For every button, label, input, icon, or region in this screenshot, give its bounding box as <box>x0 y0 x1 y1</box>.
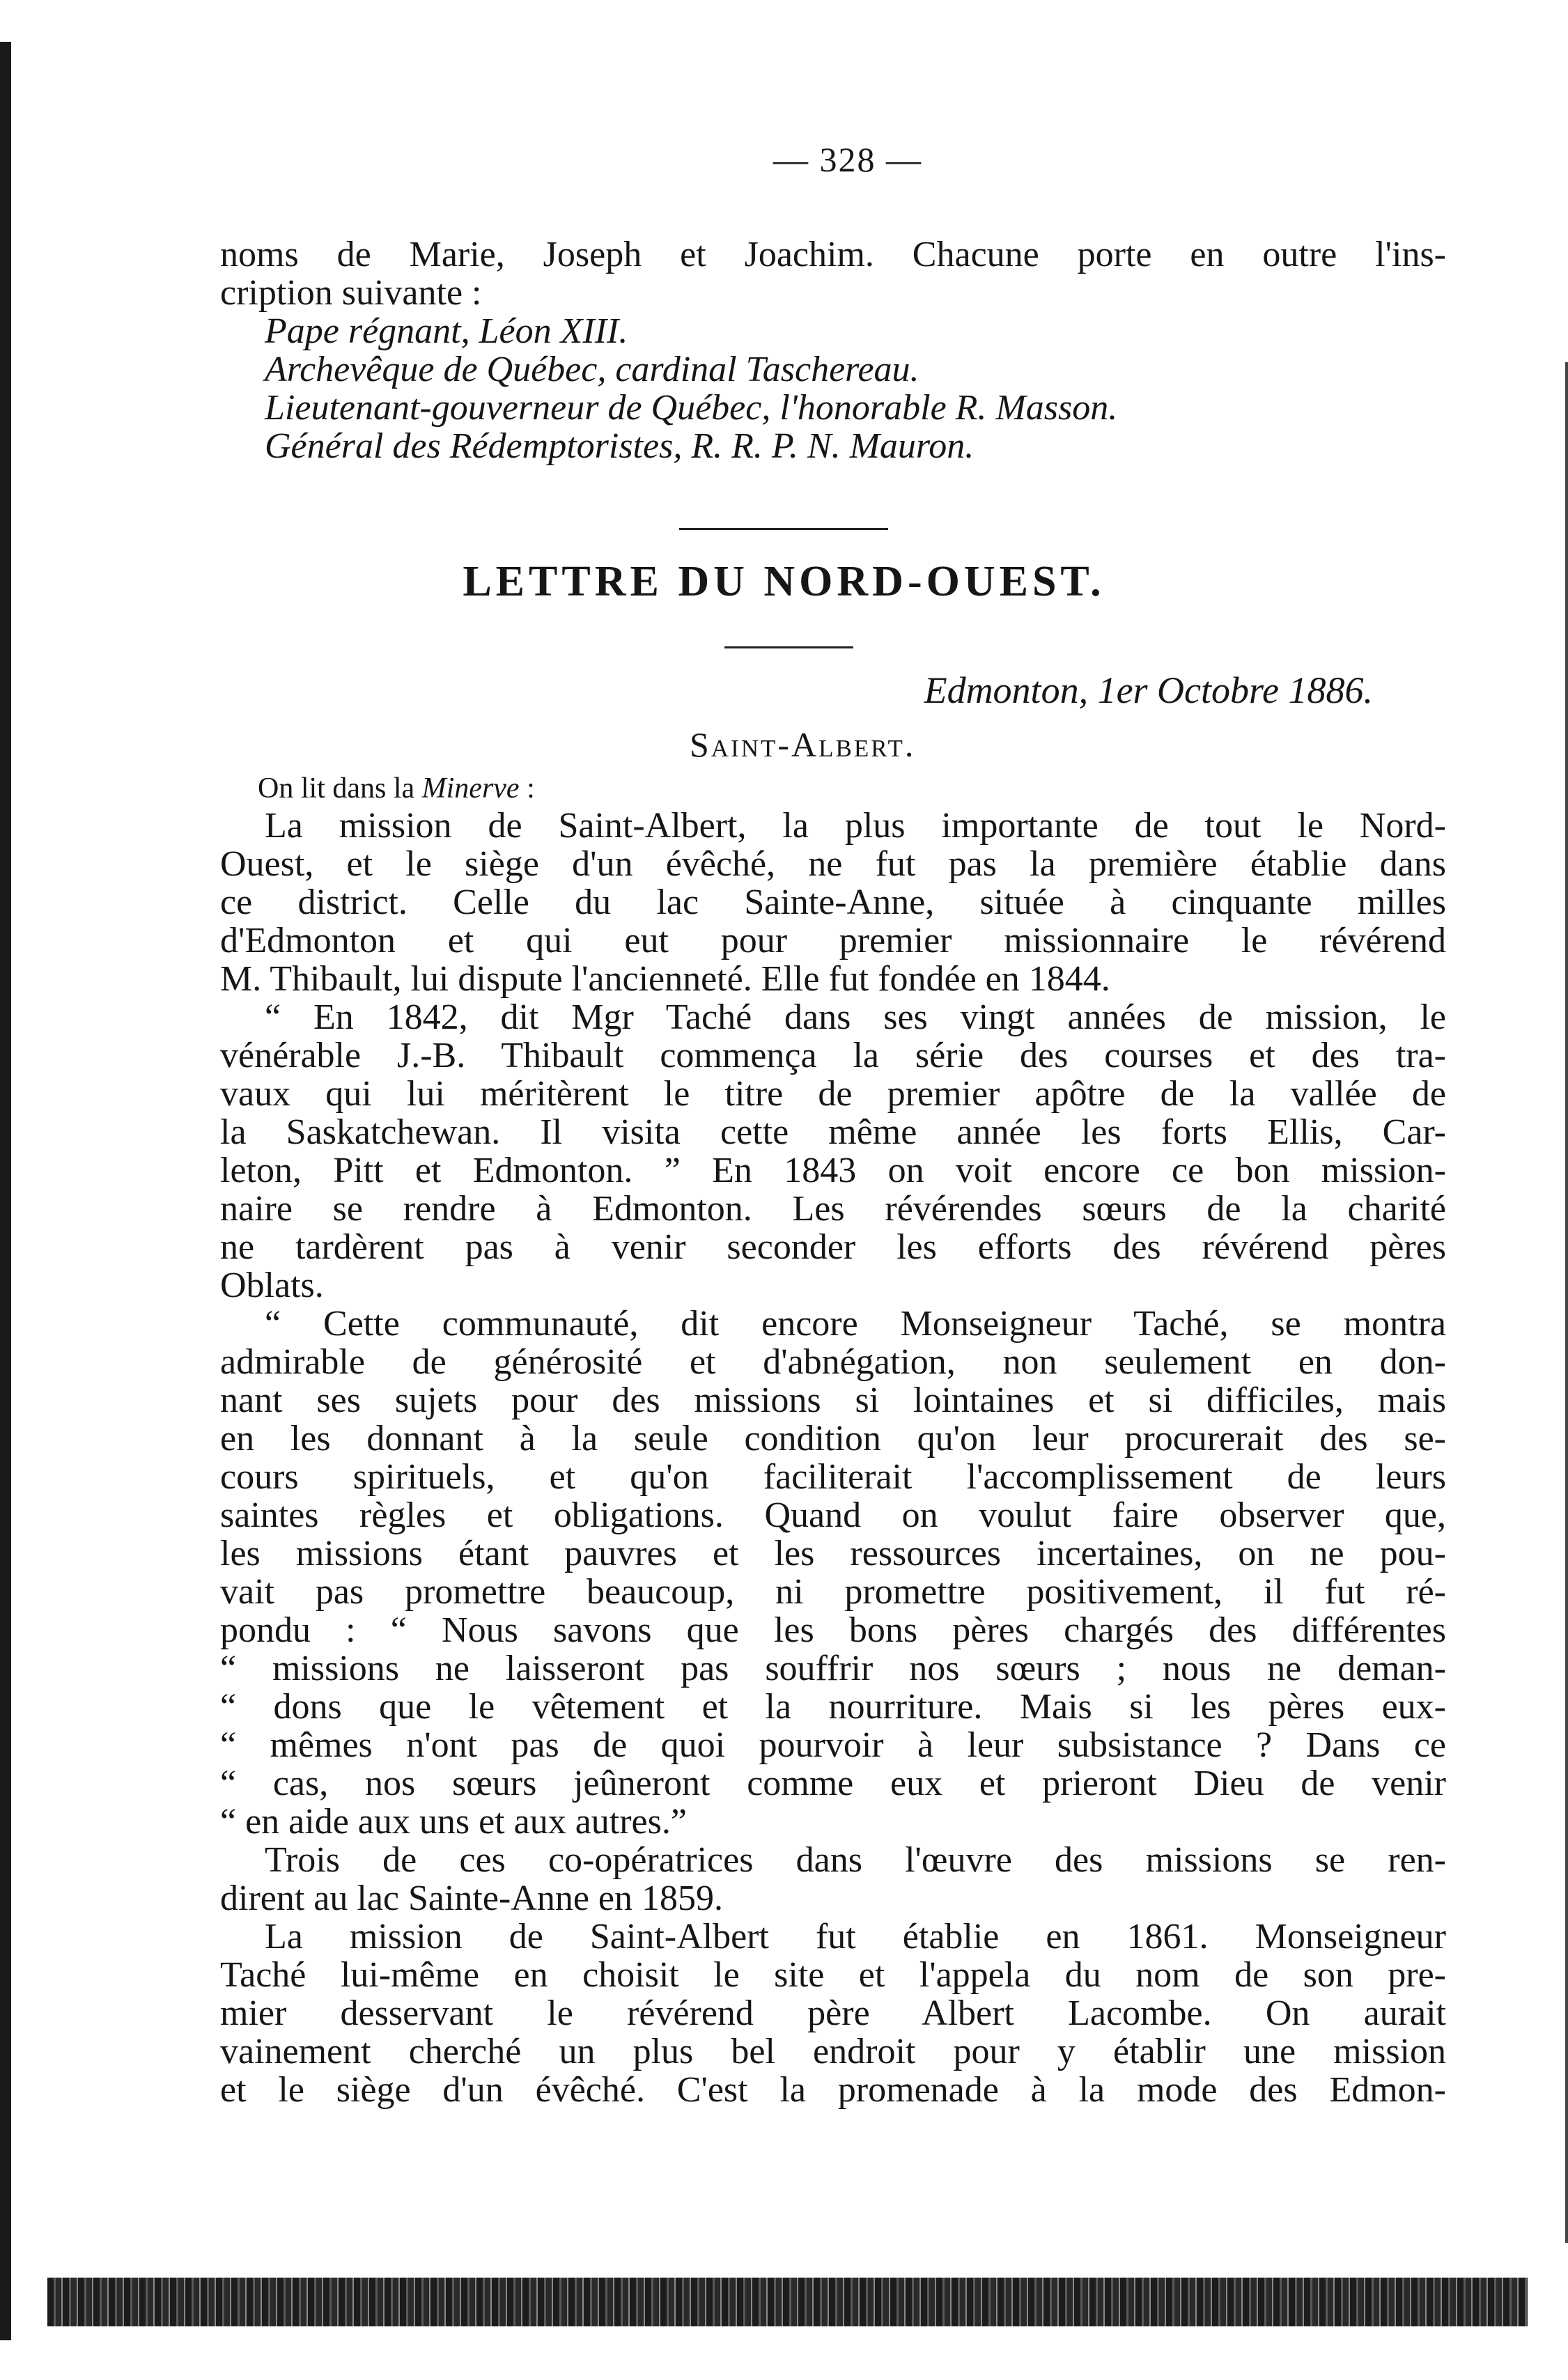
text-line: mier desservant le révérend père Albert Lacombe. On aurait <box>220 1993 1446 2033</box>
rule-below-heading <box>724 646 853 648</box>
text-line: La mission de Saint-Albert, la plus importante de tout le Nord- <box>265 806 1446 846</box>
text-line: “ en aide aux uns et aux autres.” <box>220 1802 687 1842</box>
text-line: Ouest, et le siège d'un évêché, ne fut pas la première établie dans <box>220 844 1446 884</box>
text-line: leton, Pitt et Edmonton. ” En 1843 on voit encore ce bon mission- <box>220 1151 1446 1190</box>
rule-above-heading <box>679 528 888 530</box>
text-line: la Saskatchewan. Il visita cette même année les forts Ellis, Car- <box>220 1112 1446 1152</box>
inscription-line: Archevêque de Québec, cardinal Taschereau. <box>265 350 919 389</box>
text-line: “ mêmes n'ont pas de quoi pourvoir à leur subsistance ? Dans ce <box>220 1725 1446 1765</box>
source-suffix: : <box>519 772 535 804</box>
text-line: vainement cherché un plus bel endroit pour y établir une mission <box>220 2032 1446 2071</box>
text-line: vénérable J.-B. Thibault commença la série des courses et des tra- <box>220 1036 1446 1075</box>
scan-bottom-strip <box>47 2278 1528 2326</box>
body-text <box>220 807 1446 2109</box>
source-title: Minerve <box>421 772 520 804</box>
text-line: Trois de ces co-opératrices dans l'œuvre des missions se ren- <box>265 1840 1446 1880</box>
text-line: La mission de Saint-Albert fut établie en 1861. Monseigneur <box>265 1917 1446 1957</box>
inscription-list <box>265 312 1449 465</box>
source-prefix: On lit dans la <box>258 772 422 804</box>
text-line: “ Cette communauté, dit encore Monseigneur Taché, se montra <box>265 1304 1446 1344</box>
page-number: — 328 — <box>773 140 922 179</box>
text-line: d'Edmonton et qui eut pour premier missionnaire le révérend <box>220 921 1446 960</box>
text-line: les missions étant pauvres et les ressources incertaines, on ne pou- <box>220 1534 1446 1573</box>
text-line: saintes règles et obligations. Quand on voulut faire observer que, <box>220 1495 1446 1535</box>
inscription-line: Pape régnant, Léon XIII. <box>265 311 628 351</box>
text-line: vait pas promettre beaucoup, ni promettre positivement, il fut ré- <box>220 1572 1446 1612</box>
text-line: noms de Marie, Joseph et Joachim. Chacune porte en outre l'ins- <box>220 235 1446 274</box>
inscription-line: Général des Rédemptoristes, R. R. P. N. Mauron. <box>265 426 975 466</box>
text-line: “ dons que le vêtement et la nourriture. Mais si les pères eux- <box>220 1687 1446 1727</box>
text-line: et le siège d'un évêché. C'est la promenade à la mode des Edmon- <box>220 2070 1446 2110</box>
scan-left-edge <box>0 42 11 2340</box>
scan-right-edge <box>1565 362 1568 2243</box>
text-line: “ cas, nos sœurs jeûneront comme eux et prieront Dieu de venir <box>220 1764 1446 1803</box>
letter-heading: LETTRE DU NORD-OUEST. <box>463 558 1105 605</box>
text-line: dirent au lac Sainte-Anne en 1859. <box>220 1879 723 1918</box>
text-line: naire se rendre à Edmonton. Les révérendes sœurs de la charité <box>220 1189 1446 1229</box>
source-note <box>258 772 535 805</box>
place-heading: Saint-Albert. <box>690 725 916 764</box>
text-line: “ missions ne laisseront pas souffrir nos sœurs ; nous ne deman- <box>220 1649 1446 1688</box>
text-line: pondu : “ Nous savons que les bons pères chargés des différentes <box>220 1610 1446 1650</box>
dateline: Edmonton, 1er Octobre 1886. <box>924 669 1373 711</box>
text-line: admirable de générosité et d'abnégation, non seulement en don- <box>220 1342 1446 1382</box>
text-line: nant ses sujets pour des missions si lointaines et si difficiles, mais <box>220 1380 1446 1420</box>
text-line: en les donnant à la seule condition qu'on leur procurerait des se- <box>220 1419 1446 1459</box>
inscription-line: Lieutenant-gouverneur de Québec, l'honorable R. Masson. <box>265 388 1118 428</box>
text-line: Taché lui-même en choisit le site et l'appela du nom de son pre- <box>220 1955 1446 1995</box>
text-line: ce district. Celle du lac Sainte-Anne, située à cinquante milles <box>220 882 1446 922</box>
intro-paragraph <box>220 235 1446 312</box>
text-line: ne tardèrent pas à venir seconder les efforts des révérend pères <box>220 1227 1446 1267</box>
text-line: cription suivante : <box>220 273 482 313</box>
text-line: “ En 1842, dit Mgr Taché dans ses vingt années de mission, le <box>265 997 1446 1037</box>
text-line: M. Thibault, lui dispute l'ancienneté. Elle fut fondée en 1844. <box>220 959 1110 999</box>
text-line: vaux qui lui méritèrent le titre de premier apôtre de la vallée de <box>220 1074 1446 1114</box>
text-line: cours spirituels, et qu'on faciliterait l'accomplissement de leurs <box>220 1457 1446 1497</box>
text-line: Oblats. <box>220 1266 324 1305</box>
